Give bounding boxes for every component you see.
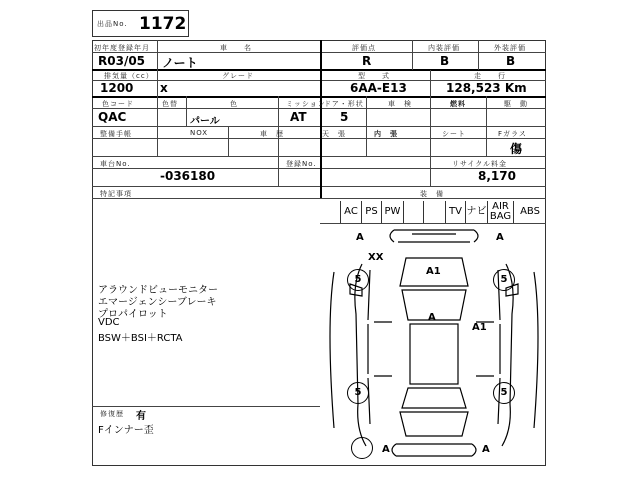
car-name-header: 車 名 xyxy=(220,44,252,52)
displacement-value: 1200 xyxy=(100,81,134,95)
mileage-value: 128,523 Km xyxy=(446,81,527,95)
interior-trim-header: 内 張 xyxy=(374,130,398,138)
ceiling-header: 天 張 xyxy=(322,130,346,138)
interior-header: 内装評価 xyxy=(428,44,460,52)
color-code-header: 色コード xyxy=(102,100,134,108)
remark-line: プロパイロット xyxy=(98,309,168,320)
equip-blank-2 xyxy=(424,201,446,223)
color-code-value: QAC xyxy=(98,110,127,124)
transmission-header: ミッション xyxy=(286,100,326,108)
remark-line: エマージェンシーブレーキ xyxy=(98,297,217,308)
tire-rear-left: 5 xyxy=(347,382,369,404)
equipment-header: 装 備 xyxy=(420,190,444,198)
maintenance-header: 整備手帳 xyxy=(100,130,132,138)
equip-abs: ABS xyxy=(520,206,540,217)
glass-header: Fガラス xyxy=(498,130,527,138)
tire-rear-right: 5 xyxy=(493,382,515,404)
repair-note: Fインナー歪 xyxy=(98,425,154,436)
equip-blank-1 xyxy=(404,201,424,223)
model-header: 型 式 xyxy=(358,72,390,80)
equip-airbag: AIR BAG xyxy=(488,201,514,223)
drive-header: 駆 動 xyxy=(504,100,528,108)
interior-value: B xyxy=(440,54,450,68)
mileage-header: 走 行 xyxy=(474,72,506,80)
remark-line: VDC xyxy=(98,317,120,328)
damage-mark-roof: A xyxy=(428,312,436,323)
equip-ps: PS xyxy=(362,201,382,223)
doors-header: ドア・形状 xyxy=(324,100,364,108)
remarks-header: 特記事項 xyxy=(100,190,132,198)
damage-mark-right-side: A1 xyxy=(472,322,487,333)
score-header: 評価点 xyxy=(352,44,376,52)
chassis-no-header: 車台No. xyxy=(100,160,131,168)
chassis-no-value: -036180 xyxy=(160,169,216,183)
damage-mark-hood: A1 xyxy=(426,266,441,277)
nox-header: NOX xyxy=(190,129,209,137)
damage-mark-rear-right: A xyxy=(482,444,490,455)
registration-header: 初年度登録年月 xyxy=(94,44,150,52)
remark-line: アラウンドビューモニター xyxy=(98,285,218,296)
car-damage-diagram xyxy=(322,224,546,466)
spare-tire xyxy=(351,437,373,459)
model-value: 6AA-E13 xyxy=(350,81,407,95)
grade-value: x xyxy=(160,81,168,95)
recycle-value: 8,170 xyxy=(478,169,516,183)
glass-value: 傷 xyxy=(510,142,523,156)
listing-number: 1172 xyxy=(139,14,187,34)
displacement-header: 排気量（cc） xyxy=(104,72,154,80)
equip-tv: TV xyxy=(446,201,466,223)
seat-header: シート xyxy=(442,130,466,138)
damage-mark-front-right: A xyxy=(496,232,504,243)
score-value: R xyxy=(362,54,372,68)
doors-value: 5 xyxy=(340,110,349,124)
tire-front-right: 5 xyxy=(493,269,515,291)
damage-mark-front-bumper: XX xyxy=(368,252,384,263)
grade-header: グレード xyxy=(222,72,254,80)
color-header: 色 xyxy=(230,100,238,108)
fuel-header: 燃料 xyxy=(450,100,466,108)
equip-ac: AC xyxy=(340,201,362,223)
history-header: 車 歴 xyxy=(260,130,284,138)
color-value: パール xyxy=(190,116,220,127)
tire-front-left: 5 xyxy=(347,269,369,291)
car-name-value: ノート xyxy=(162,56,198,70)
recycle-header: リサイクル料金 xyxy=(452,160,508,168)
damage-mark-rear-left: A xyxy=(382,444,390,455)
exterior-header: 外装評価 xyxy=(494,44,526,52)
color-class-header: 色替 xyxy=(162,100,178,108)
damage-mark-front-left: A xyxy=(356,232,364,243)
exterior-value: B xyxy=(506,54,516,68)
registration-value: R03/05 xyxy=(98,54,146,68)
equip-navi: ナビ xyxy=(466,201,488,223)
inspection-header: 車 検 xyxy=(388,100,412,108)
repair-value: 有 xyxy=(136,411,146,422)
remark-line: BSW＋BSI＋RCTA xyxy=(98,333,183,344)
equip-pw: PW xyxy=(382,201,404,223)
repair-header: 修復歴 xyxy=(100,410,124,418)
listing-label: 出品No. xyxy=(97,20,128,28)
reg-no-header: 登録No. xyxy=(286,160,317,168)
listing-box xyxy=(92,10,189,37)
transmission-value: AT xyxy=(290,110,307,124)
